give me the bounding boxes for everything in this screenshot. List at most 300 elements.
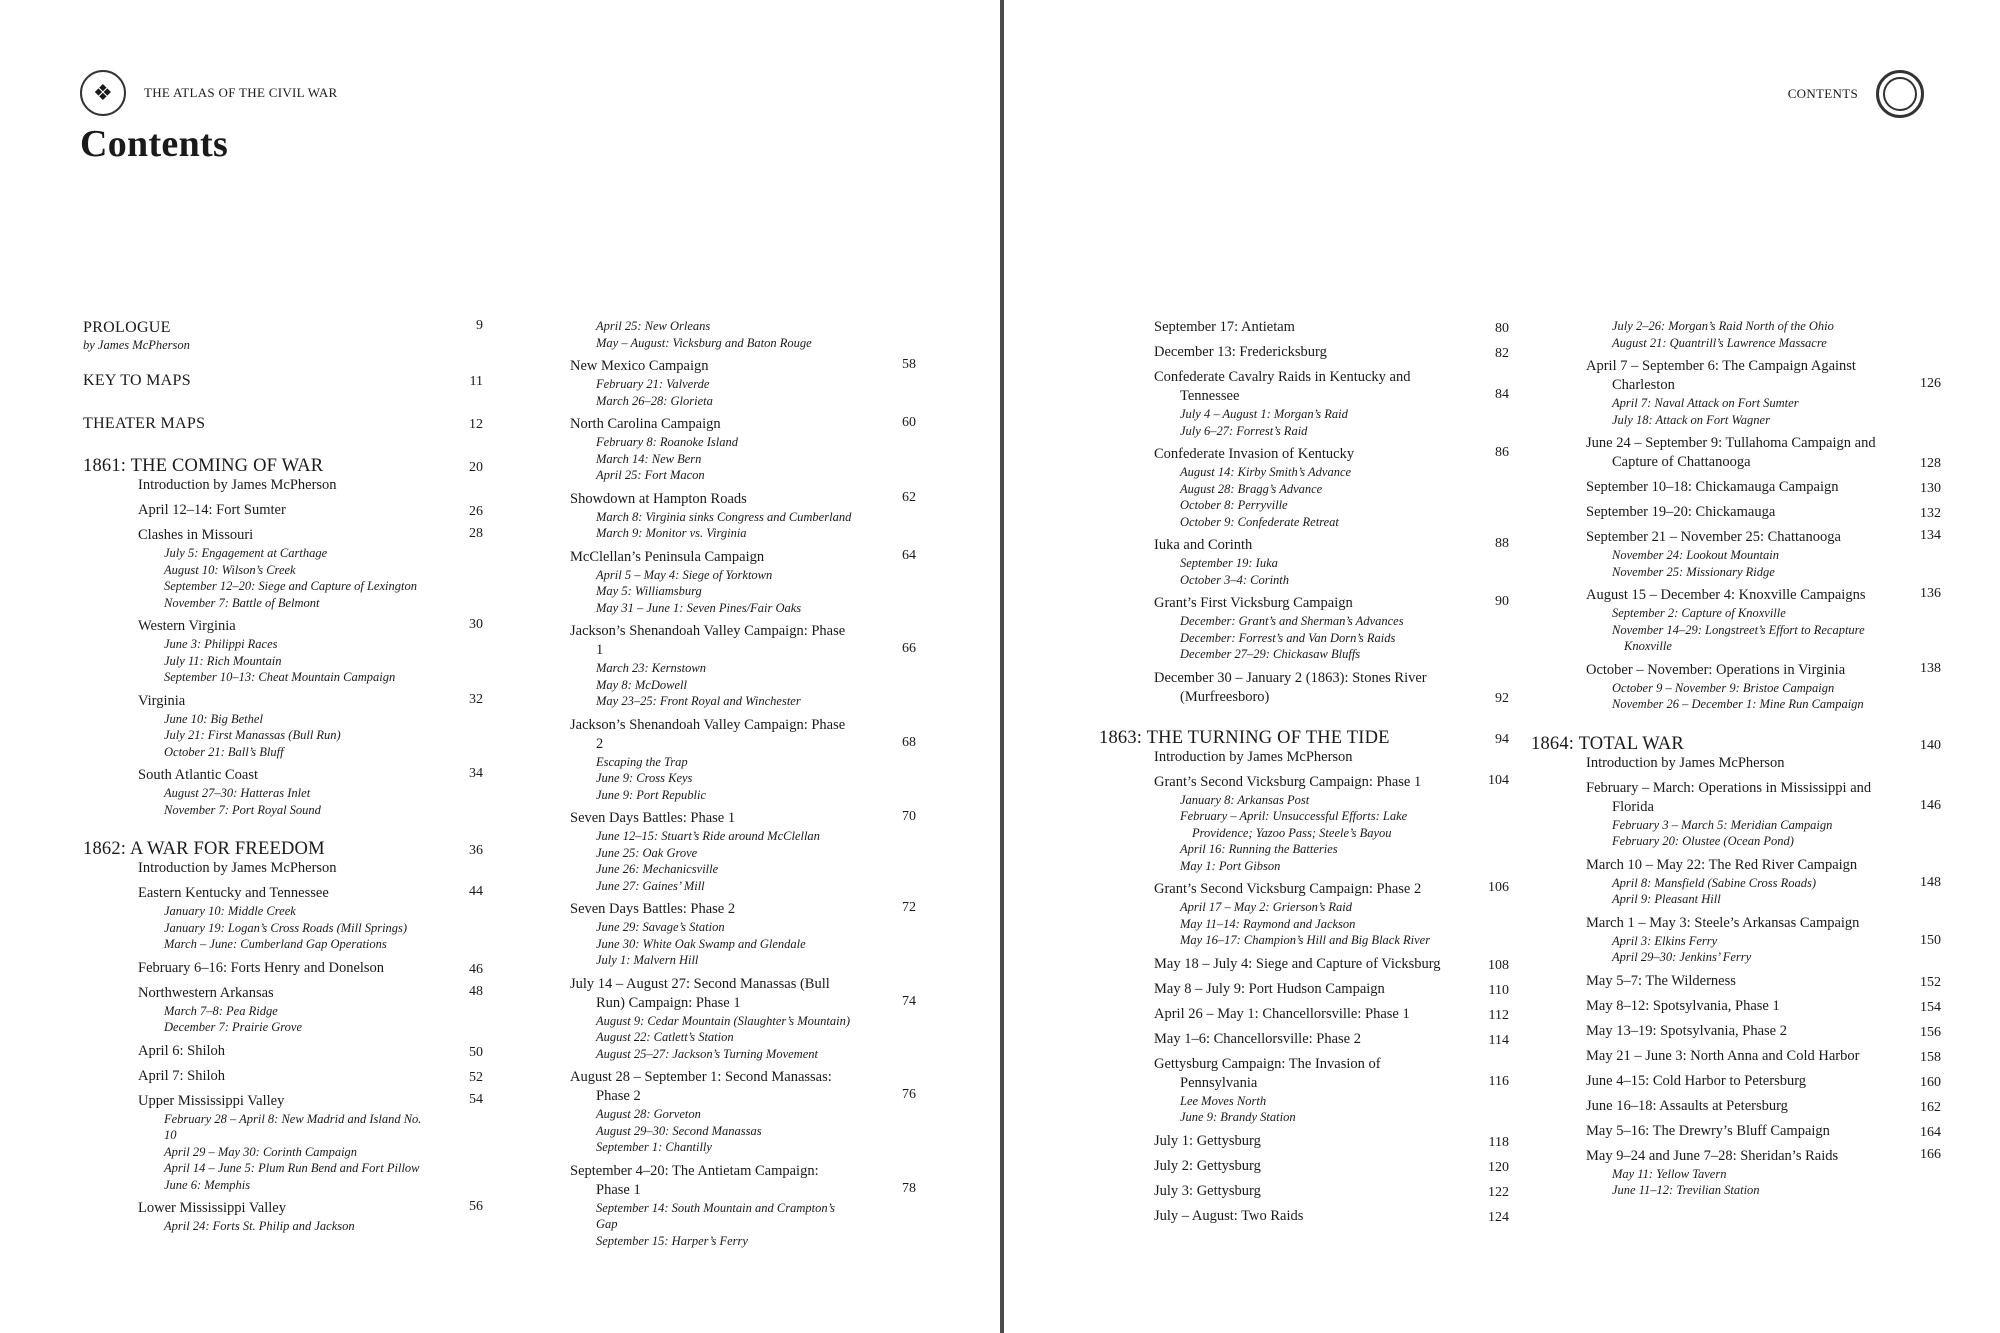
sub-entry: June 11–12: Trevilian Station [1612,1183,1760,1197]
entry-title: Virginia [138,692,186,709]
sub-entries [138,1218,423,1235]
sub-entry: September 10–13: Cheat Mountain Campaign [164,670,396,684]
toc-entry[interactable] [1154,1157,1509,1176]
toc-entry[interactable] [1154,1182,1509,1201]
sub-entries [570,1106,856,1156]
sub-entries [1154,1093,1449,1126]
contents-column-1 [83,318,483,1241]
entry-title: May 5–7: The Wilderness [1586,972,1736,989]
page-number: 58 [902,357,916,372]
page-number: 86 [1495,445,1509,460]
sub-entries [570,828,856,894]
entry-title: May 18 – July 4: Siege and Capture of Vicksburg [1154,955,1441,972]
entry-title: March 1 – May 3: Steele’s Arkansas Campaign [1586,914,1860,931]
page-number: 44 [469,884,483,899]
sub-entry: April 25: Fort Macon [596,468,705,482]
sub-entries [570,1013,856,1063]
entry-title: March 10 – May 22: The Red River Campaign [1586,856,1858,873]
page-number: 60 [902,415,916,430]
toc-section[interactable] [1531,735,1941,754]
toc-entry[interactable] [1586,972,1941,991]
page-number: 46 [469,961,483,977]
toc-entry[interactable] [138,984,483,1036]
page-number: 150 [1920,932,1941,948]
page-number: 164 [1920,1124,1941,1140]
toc-entry[interactable] [1586,357,1941,428]
entry-title: McClellan’s Peninsula Campaign [570,548,765,565]
left-running-header [80,70,338,116]
sub-entry: June 30: White Oak Swamp and Glendale [596,936,806,951]
entry-title: September 19–20: Chickamauga [1586,504,1776,520]
toc-entry[interactable] [570,716,916,804]
toc-section[interactable] [83,457,483,476]
sub-entry: February – April: Unsuccessful Efforts: Lake Providence; Yazoo Pass; Steele’s Bayou [1180,809,1408,840]
running-title: CONTENTS [1787,86,1858,101]
toc-entry[interactable] [1154,1005,1509,1024]
sub-entry: June 29: Savage’s Station [596,920,725,934]
sub-entry: February 28 – April 8: New Madrid and Island No. 10 [164,1111,422,1142]
sub-entries [1586,547,1881,580]
page-number: 152 [1920,974,1941,990]
sub-entries [1586,933,1881,966]
sub-entry: June 9: Brandy Station [1180,1110,1296,1124]
toc-entry[interactable] [1586,1147,1941,1199]
toc-entry[interactable] [570,357,916,409]
entry-title: May 9–24 and June 7–28: Sheridan’s Raids [1586,1147,1839,1164]
entry-title: Gettysburg Campaign: The Invasion of Pennsylvania [1154,1055,1381,1091]
sub-entry: March 14: New Bern [596,451,702,466]
sub-entry: October 8: Perryville [1180,498,1288,512]
entry-title: February 6–16: Forts Henry and Donelson [138,959,385,976]
page-title: Contents [80,123,229,165]
page-number: 126 [1920,376,1941,391]
entry-title: August 28 – September 1: Second Manassas: Phase 2 [570,1069,832,1104]
right-running-header [1788,70,1924,118]
entry-title: June 24 – September 9: Tullahoma Campaign and Capture of Chattanooga [1586,435,1876,470]
entry-title: December 30 – January 2 (1863): Stones River (Murfreesboro) [1154,669,1427,705]
section-intro: Introduction by James McPherson [1586,754,1785,771]
sub-entry: December 7: Prairie Grove [164,1020,303,1034]
sub-entry: February 20: Olustee (Ocean Pond) [1612,834,1794,848]
page-number: 30 [469,617,483,632]
entry-title: May 8–12: Spotsylvania, Phase 1 [1586,997,1780,1014]
sub-entry: September 1: Chantilly [596,1140,712,1154]
entry-title: Eastern Kentucky and Tennessee [138,885,329,901]
sub-entries [570,754,856,804]
entry-title: Showdown at Hampton Roads [570,490,747,507]
page-number: 154 [1920,999,1941,1015]
sub-entries [1154,899,1449,949]
sub-entries [570,660,856,710]
sub-entry: April 16: Running the Batteries [1180,842,1338,856]
sub-entries [1154,406,1449,439]
continued-sub-entries [570,318,916,351]
sub-entry: November 7: Battle of Belmont [164,595,320,610]
toc-entry[interactable] [1154,1207,1509,1226]
contents-column-4 [1531,318,1941,1205]
page-number: 32 [469,691,483,707]
sub-entry: June 3: Philippi Races [164,637,278,651]
entry-title: PROLOGUE [83,319,171,336]
sub-entry: April 24: Forts St. Philip and Jackson [164,1219,355,1233]
page-number: 118 [1488,1134,1509,1150]
sub-entry: January 19: Logan’s Cross Roads (Mill Springs) [164,920,408,935]
toc-entry[interactable] [1586,1097,1941,1116]
page-number: 54 [469,1091,483,1107]
entry-title: Jackson’s Shenandoah Valley Campaign: Phase 1 [570,623,846,658]
toc-entry[interactable] [138,617,483,686]
sub-entry: June 27: Gaines’ Mill [596,878,705,893]
page-number: 130 [1920,481,1941,496]
toc-entry[interactable] [1154,955,1509,974]
eagle-seal-icon: ❖ [80,70,126,116]
entry-title: September 10–18: Chickamauga Campaign [1586,479,1839,495]
sub-entry: April 17 – May 2: Grierson’s Raid [1180,900,1352,914]
page-number: 158 [1920,1049,1941,1065]
toc-entry[interactable] [138,1092,483,1194]
toc-entry[interactable] [1154,445,1509,530]
entry-title: Grant’s First Vicksburg Campaign [1154,595,1353,611]
concentric-rings-icon [1876,70,1924,118]
sub-entry: May 23–25: Front Royal and Winchester [596,694,801,708]
entry-title: 1864: TOTAL WAR [1531,733,1684,754]
sub-entry: April 8: Mansfield (Sabine Cross Roads) [1612,875,1817,890]
sub-entries [1586,875,1881,908]
page-number: 76 [902,1087,916,1102]
sub-entries [1154,464,1449,530]
sub-entries [138,636,423,686]
toc-entry[interactable] [570,900,916,969]
toc-entry[interactable] [138,1199,483,1235]
toc-entry[interactable] [83,318,483,353]
toc-entry[interactable] [138,959,483,978]
page-number: 72 [902,900,916,915]
sub-entry: September 2: Capture of Knoxville [1612,606,1786,620]
entry-title: August 15 – December 4: Knoxville Campaigns [1586,587,1866,603]
page-number: 88 [1495,536,1509,551]
page-number: 110 [1488,982,1509,998]
toc-entry[interactable] [138,1042,483,1061]
sub-entries [1586,817,1881,850]
sub-entry: May 11: Yellow Tavern [1612,1166,1727,1181]
entry-title: February – March: Operations in Mississippi and Florida [1586,779,1872,815]
sub-entries [1586,395,1881,428]
page-number: 160 [1920,1074,1941,1090]
sub-entry: December 27–29: Chickasaw Bluffs [1180,647,1361,661]
sub-entries [1154,792,1449,875]
sub-entry: October 9 – November 9: Bristoe Campaign [1612,680,1835,695]
sub-entry: June 25: Oak Grove [596,845,698,860]
entry-title: 1861: THE COMING OF WAR [83,456,324,476]
sub-entries [138,711,423,761]
sub-entry: August 10: Wilson’s Creek [164,562,296,577]
page-number: 70 [902,809,916,824]
sub-entry: July 1: Malvern Hill [596,953,699,967]
sub-entries [1154,613,1449,663]
sub-entry: March 8: Virginia sinks Congress and Cumberland [596,509,852,524]
sub-entry: November 26 – December 1: Mine Run Campaign [1612,697,1864,711]
sub-entry: February 8: Roanoke Island [596,435,738,449]
section-intro: Introduction by James McPherson [1154,748,1353,765]
toc-entry[interactable] [1586,1072,1941,1091]
toc-entry[interactable] [83,371,483,390]
entry-title: April 26 – May 1: Chancellorsville: Phase 1 [1154,1005,1410,1022]
sub-entry: July 5: Engagement at Carthage [164,546,328,560]
sub-entry: December: Forrest’s and Van Dorn’s Raids [1180,630,1396,645]
page-number: 11 [469,374,483,389]
sub-entries [570,376,856,409]
entry-title: Seven Days Battles: Phase 2 [570,901,736,917]
toc-entry[interactable] [1586,856,1941,908]
page-number: 28 [469,526,483,541]
page-number: 148 [1920,874,1941,890]
entry-title: July – August: Two Raids [1154,1207,1304,1224]
page-number: 156 [1920,1024,1941,1040]
entry-title: Jackson’s Shenandoah Valley Campaign: Phase 2 [570,716,846,752]
toc-text: by James McPherson [83,338,190,352]
sub-entry: May 31 – June 1: Seven Pines/Fair Oaks [596,600,802,615]
entry-title: KEY TO MAPS [83,372,191,389]
toc-entry[interactable] [1154,318,1509,337]
toc-entry[interactable] [138,526,483,611]
page-number: 12 [469,417,483,432]
page-number: 50 [469,1044,483,1060]
toc-entry[interactable] [1586,478,1941,497]
sub-entry: November 14–29: Longstreet’s Effort to Recapture Knoxville [1612,622,1865,653]
sub-entry: April 5 – May 4: Siege of Yorktown [596,567,773,582]
toc-entry[interactable] [570,490,916,542]
sub-entry: August 27–30: Hatteras Inlet [164,786,311,800]
running-title: THE ATLAS OF THE CIVIL WAR [144,85,338,100]
page-number: 92 [1495,690,1509,706]
page-number: 140 [1920,737,1941,753]
entry-title: June 16–18: Assaults at Petersburg [1586,1097,1788,1114]
page-number: 134 [1920,528,1941,543]
sub-entry: June 26: Mechanicsville [596,862,719,876]
sub-entry: May 16–17: Champion’s Hill and Big Black River [1180,933,1431,947]
toc-entry[interactable] [1586,661,1941,713]
sub-entry: August 29–30: Second Manassas [596,1123,762,1138]
entry-title: October – November: Operations in Virginia [1586,661,1846,678]
entry-title: April 7: Shiloh [138,1067,226,1084]
toc-entry[interactable] [1154,1055,1509,1126]
entry-title: May 8 – July 9: Port Hudson Campaign [1154,980,1385,997]
toc-entry[interactable] [570,622,916,710]
toc-entry[interactable] [1586,1047,1941,1066]
entry-title: THEATER MAPS [83,415,206,432]
toc-entry[interactable] [1154,368,1509,439]
entry-title: June 4–15: Cold Harbor to Petersburg [1586,1072,1807,1089]
toc-entry[interactable] [1586,1122,1941,1141]
sub-entry: March 9: Monitor vs. Virginia [596,526,747,540]
page-number: 66 [902,641,916,656]
sub-entry: Escaping the Trap [596,754,688,769]
entry-title: 1862: A WAR FOR FREEDOM [83,839,325,859]
sub-entry: September 19: Iuka [1180,556,1278,570]
sub-entries [1586,1166,1881,1199]
sub-entries [138,545,423,611]
sub-entries [1154,555,1449,588]
sub-entry: October 3–4: Corinth [1180,572,1290,587]
entry-title: Clashes in Missouri [138,527,254,543]
toc-entry[interactable] [1586,434,1941,472]
sub-entry: February 3 – March 5: Meridian Campaign [1612,817,1833,832]
sub-entries [138,903,423,953]
entry-title: September 4–20: The Antietam Campaign: Phase 1 [570,1162,819,1198]
sub-entries [138,785,423,818]
page-number: 20 [469,460,483,475]
page-number: 34 [469,766,483,781]
sub-entry: February 21: Valverde [596,377,710,391]
sub-entry: June 6: Memphis [164,1177,251,1192]
sub-entries [1586,605,1881,655]
toc-entry[interactable] [1154,773,1509,875]
entry-title: Upper Mississippi Valley [138,1092,285,1109]
sub-entry: June 9: Cross Keys [596,771,693,785]
toc-entry[interactable] [138,692,483,761]
sub-entry: March 23: Kernstown [596,661,706,675]
sub-entry: May 1: Port Gibson [1180,858,1281,873]
page-number: 90 [1495,594,1509,609]
entry-title: Grant’s Second Vicksburg Campaign: Phase 1 [1154,773,1422,790]
sub-entry: July 4 – August 1: Morgan’s Raid [1180,407,1348,421]
toc-entry[interactable] [570,548,916,617]
sub-entry: January 8: Arkansas Post [1180,792,1310,807]
toc-entry[interactable] [1586,779,1941,850]
toc-entry[interactable] [1154,1030,1509,1049]
toc-entry[interactable] [1154,980,1509,999]
page-number: 82 [1495,346,1509,361]
sub-entry: September 12–20: Siege and Capture of Lexington [164,579,417,593]
toc-entry[interactable] [1586,1022,1941,1041]
sub-entry: July 18: Attack on Fort Wagner [1612,412,1770,427]
page-number: 52 [469,1069,483,1085]
sub-entry: August 9: Cedar Mountain (Slaughter’s Mountain) [596,1013,851,1028]
sub-entry: October 9: Confederate Retreat [1180,514,1339,529]
toc-entry[interactable] [138,884,483,953]
sub-entry: March 7–8: Pea Ridge [164,1003,278,1018]
toc-entry[interactable] [1154,536,1509,588]
toc-section[interactable] [1099,729,1509,748]
sub-entry: April 25: New Orleans [596,319,711,333]
sub-entry: August 22: Catlett’s Station [596,1030,734,1044]
sub-entry: July 2–26: Morgan’s Raid North of the Ohio [1612,319,1834,333]
sub-entry: May 8: McDowell [596,677,687,692]
page-number: 116 [1488,1073,1509,1089]
toc-entry[interactable] [570,1068,916,1156]
page-number: 112 [1488,1007,1509,1023]
toc-entry[interactable] [1154,594,1509,663]
sub-entries [570,434,856,484]
toc-entry[interactable] [138,501,483,520]
toc-entry[interactable] [138,1067,483,1086]
toc-entry[interactable] [1586,586,1941,655]
page-number: 138 [1920,660,1941,676]
page-number: 74 [902,993,916,1009]
page-number: 56 [469,1199,483,1214]
sub-entry: June 12–15: Stuart’s Ride around McClellan [596,829,820,843]
entry-title: North Carolina Campaign [570,416,721,432]
sub-entries [570,919,856,969]
entry-title: July 2: Gettysburg [1154,1157,1261,1174]
toc-entry[interactable] [1586,503,1941,522]
entry-title: South Atlantic Coast [138,767,259,783]
page-number: 64 [902,547,916,563]
toc-entry[interactable] [1586,914,1941,966]
sub-entry: November 25: Missionary Ridge [1612,564,1775,579]
toc-entry[interactable] [1154,343,1509,362]
page-number: 106 [1488,880,1509,895]
continued-sub-entries [1586,318,1941,351]
sub-entry: Lee Moves North [1180,1093,1267,1108]
page-number: 162 [1920,1099,1941,1115]
section-intro: Introduction by James McPherson [138,860,337,876]
toc-entry[interactable] [1154,1132,1509,1151]
toc-entry[interactable] [138,766,483,818]
toc-entry[interactable] [1154,880,1509,949]
sub-entry: August 21: Quantrill’s Lawrence Massacre [1612,335,1827,350]
toc-entry[interactable] [570,1162,916,1250]
sub-entry: April 3: Elkins Ferry [1612,933,1718,948]
toc-section[interactable] [83,840,483,859]
entry-title: 1863: THE TURNING OF THE TIDE [1099,727,1390,748]
sub-entry: July 11: Rich Mountain [164,653,282,668]
page-number: 62 [902,489,916,505]
sub-entry: November 24: Lookout Mountain [1612,548,1779,562]
sub-entry: November 7: Port Royal Sound [164,802,321,817]
sub-entry: March – June: Cumberland Gap Operations [164,937,387,951]
entry-title: May 5–16: The Drewry’s Bluff Campaign [1586,1122,1830,1139]
toc-entry[interactable] [570,975,916,1063]
entry-title: Iuka and Corinth [1154,537,1253,553]
sub-entry: March 26–28: Glorieta [596,393,713,408]
entry-title: May 1–6: Chancellorsville: Phase 2 [1154,1030,1361,1047]
entry-title: May 21 – June 3: North Anna and Cold Harbor [1586,1047,1860,1064]
toc-entry[interactable] [570,415,916,484]
entry-title: Seven Days Battles: Phase 1 [570,810,736,826]
sub-entry: January 10: Middle Creek [164,904,296,918]
page-number: 68 [902,734,916,750]
entry-title: Western Virginia [138,618,236,634]
sub-entry: August 14: Kirby Smith’s Advance [1180,465,1352,479]
toc-entry[interactable] [83,414,483,433]
page-number: 128 [1920,456,1941,471]
right-page [1004,0,2000,1333]
sub-entries [570,567,856,617]
section-intro: Introduction by James McPherson [138,477,337,493]
sub-entry: April 7: Naval Attack on Fort Sumter [1612,396,1799,410]
page-number: 124 [1488,1209,1509,1225]
page-number: 166 [1920,1146,1941,1162]
toc-entry[interactable] [1586,528,1941,580]
page-number: 132 [1920,506,1941,521]
page-number: 108 [1488,957,1509,973]
page-number: 122 [1488,1184,1509,1200]
sub-entry: December: Grant’s and Sherman’s Advances [1180,614,1404,628]
entry-title: Confederate Invasion of Kentucky [1154,446,1355,462]
page-number: 78 [902,1180,916,1196]
entry-title: Northwestern Arkansas [138,984,274,1001]
toc-entry[interactable] [570,809,916,894]
page-number: 146 [1920,797,1941,813]
toc-entry[interactable] [1586,997,1941,1016]
sub-entry: April 29–30: Jenkins’ Ferry [1612,950,1752,964]
entry-title: July 14 – August 27: Second Manassas (Bull Run) Campaign: Phase 1 [570,975,830,1011]
entry-title: Confederate Cavalry Raids in Kentucky and Tennessee [1154,369,1411,404]
sub-entry: June 9: Port Republic [596,787,707,802]
sub-entry: April 14 – June 5: Plum Run Bend and Fort Pillow [164,1161,420,1175]
toc-entry[interactable] [1154,669,1509,707]
